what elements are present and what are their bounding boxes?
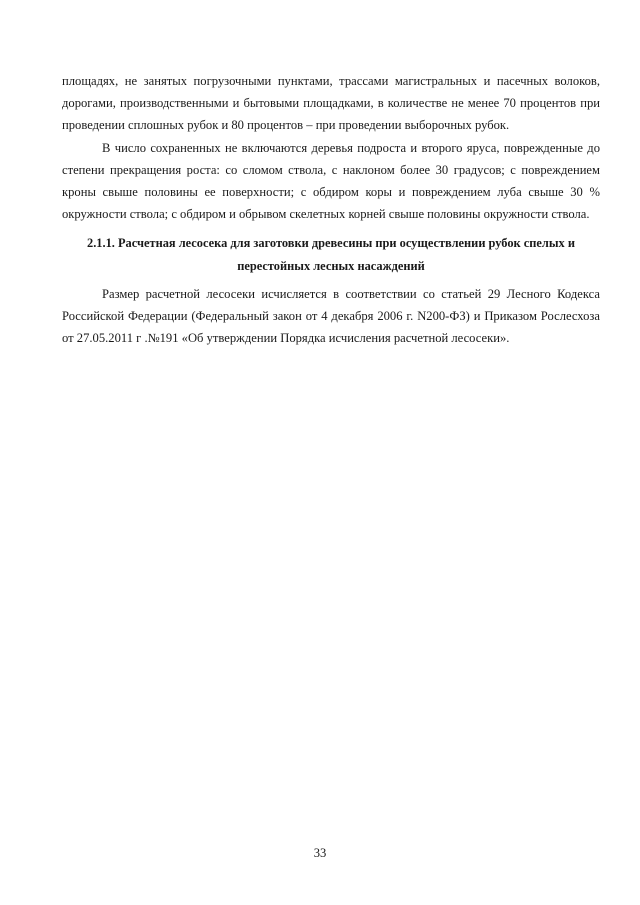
paragraph-allowable-cut: Размер расчетной лесосеки исчисляется в соответствии со статьей 29 Лесного Кодекса Российской Федерации (Федеральный закон от 4 декабря 2006 г. N200-ФЗ) и Приказом Рослесхоза от 27.05.2011 г .№191 «Об утверждении Порядка исчисления расчетной лесосеки».	[62, 286, 600, 346]
paragraph-preserved-trees: В число сохраненных не включаются деревья подроста и второго яруса, поврежденные до степени прекращения роста: со сломом ствола, с наклоном более 30 градусов; с повреждением кроны свыше половины ее поверхности; с обдиром коры и повреждением луба свыше 30 % окружности ствола; с обдиром и обрывом скелетных корней свыше половины окружности ствола.	[62, 140, 600, 222]
section-heading: 2.1.1. Расчетная лесосека для заготовки древесины при осуществлении рубок спелых и перестойных лесных насаждений	[87, 236, 575, 273]
document-page	[62, 70, 600, 349]
page-number: 33	[313, 846, 327, 860]
paragraph-continuation: площадях, не занятых погрузочными пунктами, трассами магистральных и пасечных волоков, дорогами, производственными и бытовыми площадками, в количестве не менее 70 процентов при проведении сплошных рубок и 80 процентов – при проведении выборочных рубок.	[62, 74, 600, 133]
